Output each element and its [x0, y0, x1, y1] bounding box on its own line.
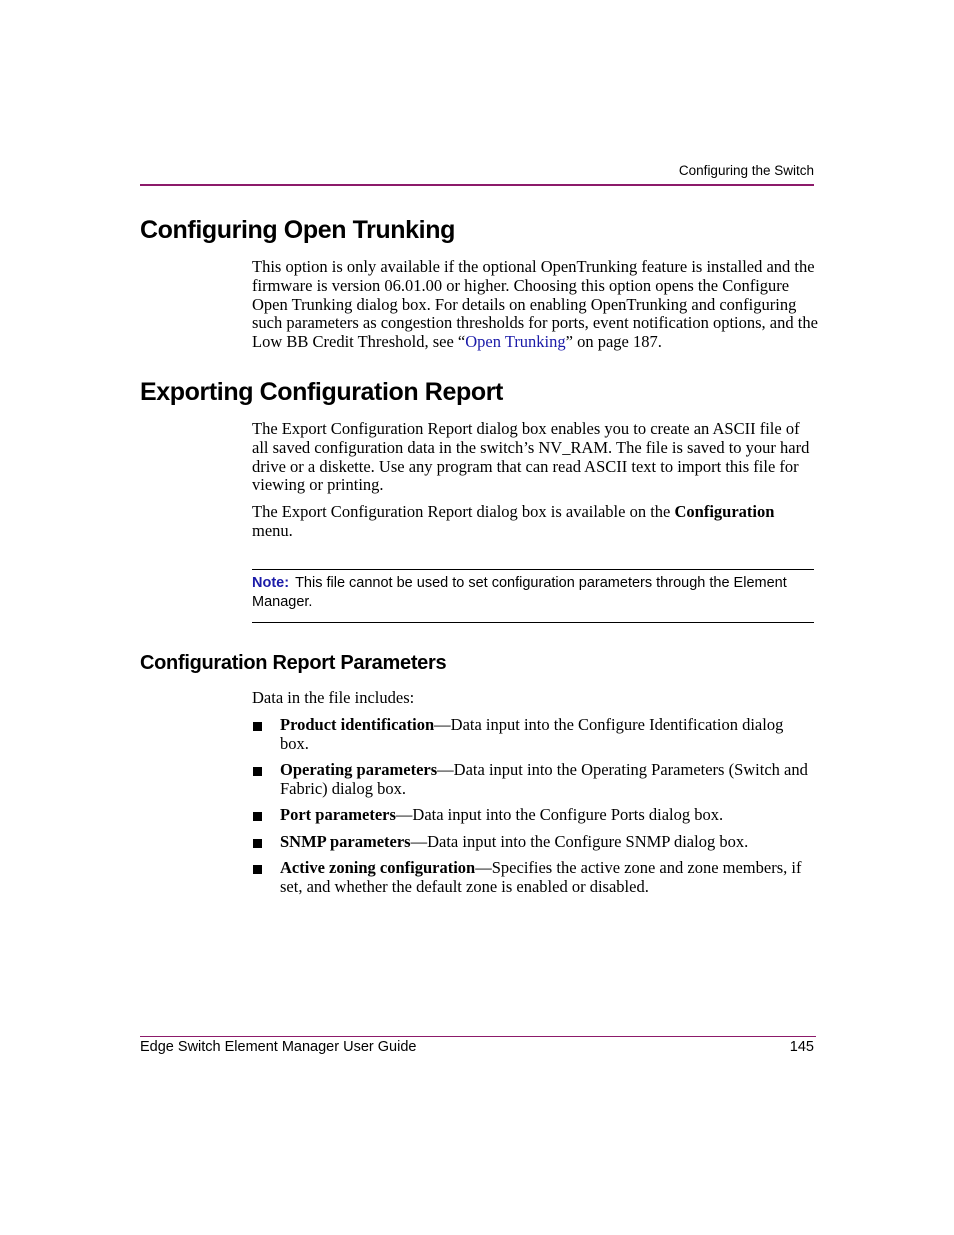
export-paragraph-2: [252, 503, 818, 541]
open-trunking-text-2: ” on page 187.: [565, 332, 662, 352]
footer-doc-title: Edge Switch Element Manager User Guide: [140, 1039, 417, 1055]
list-item-description: —Data input into the Operating Parameters (Switch and Fabric) dialog box.: [280, 760, 808, 798]
export-paragraph-2-text: The Export Configuration Report dialog box is available on the: [252, 502, 675, 521]
bullet-icon: [253, 767, 262, 776]
footer-page-number: 145: [789, 1039, 814, 1055]
open-trunking-text-1: This option is only available if the optional OpenTrunking feature is installed and the firmware is version 06.01.00 or higher. Choosing this option opens the Configure Open Trunking dialog box. For details on enabling OpenTrunking and configuring such parameters as congestion thresholds for ports, event notification options, and the Low BB Credit Threshold, see “: [252, 257, 818, 352]
list-item-term: Operating parameters: [280, 760, 438, 779]
list-item-term: Product identification: [280, 715, 435, 734]
heading-configuring-open-trunking: Configuring Open Trunking: [140, 216, 455, 244]
bullet-icon: [253, 812, 262, 821]
list-item-term: SNMP parameters: [280, 832, 411, 851]
list-item-description: —Data input into the Configure SNMP dialog box.: [410, 832, 749, 851]
note-text: This file cannot be used to set configuration parameters through the Element Manager.: [252, 575, 787, 610]
open-trunking-link[interactable]: Open Trunking: [465, 332, 566, 352]
note-box: [252, 574, 812, 611]
list-item-description: —Data input into the Configure Identification dialog box.: [280, 715, 784, 753]
footer-rule: [140, 1036, 816, 1037]
running-header: Configuring the Switch: [678, 163, 814, 178]
bullet-icon: [253, 722, 262, 731]
note-top-rule: [252, 569, 814, 570]
heading-exporting-configuration-report: Exporting Configuration Report: [140, 378, 503, 406]
bullet-icon: [253, 865, 262, 874]
list-item-term: Port parameters: [280, 805, 396, 824]
header-rule: [140, 184, 814, 186]
note-bottom-rule: [252, 622, 814, 623]
parameters-intro: Data in the file includes:: [252, 688, 415, 707]
open-trunking-paragraph: [252, 258, 818, 352]
bullet-icon: [253, 839, 262, 848]
list-item-description: —Data input into the Configure Ports dialog box.: [395, 805, 724, 824]
export-paragraph-2-end: menu.: [252, 520, 293, 540]
list-item-description: —Specifies the active zone and zone members, if set, and whether the default zone is enabled or disabled.: [280, 858, 802, 896]
export-paragraph-1: The Export Configuration Report dialog box enables you to create an ASCII file of all saved configuration data in the switch’s NV_RAM. The file is saved to your hard drive or a diskette. Use any program that can read ASCII text to import this file for viewing or printing.: [252, 419, 810, 495]
note-label: Note:: [252, 575, 290, 591]
list-item-term: Active zoning configuration: [280, 858, 476, 877]
configuration-menu-name: Configuration: [674, 502, 775, 521]
heading-configuration-report-parameters: Configuration Report Parameters: [140, 652, 447, 674]
